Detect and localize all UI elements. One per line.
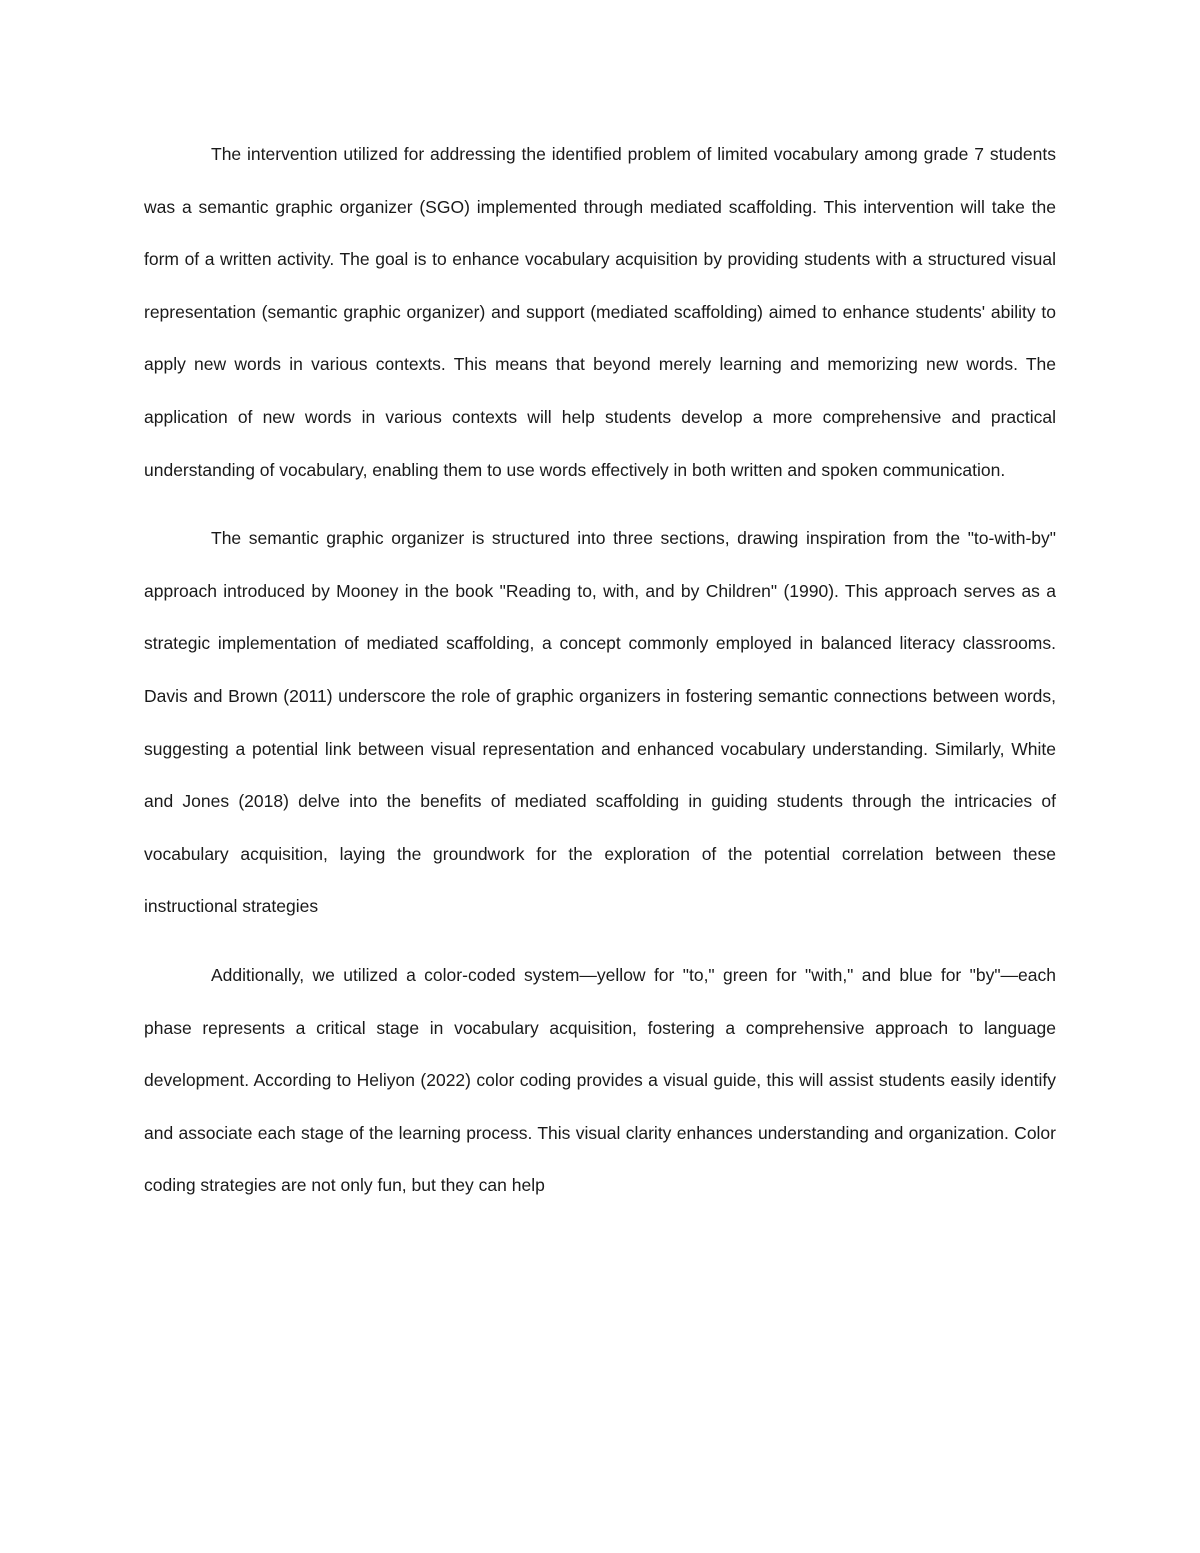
paragraph-semantic-organizer: The semantic graphic organizer is structured into three sections, drawing inspiration from the "to-with-by" approach introduced by Mooney in the book "Reading to, with, and by Children" (1990). This approach serves as a strategic implementation of mediated scaffolding, a concept commonly employed in balanced literacy classrooms. Davis and Brown (2011) underscore the role of graphic organizers in fostering semantic connections between words, suggesting a potential link between visual representation and enhanced vocabulary understanding. Similarly, White and Jones (2018) delve into the benefits of mediated scaffolding in guiding students through the intricacies of vocabulary acquisition, laying the groundwork for the exploration of the potential correlation between these instructional strategies — [144, 528, 1056, 917]
paragraph-color-coding: Additionally, we utilized a color-coded system—yellow for "to," green for "with," and blue for "by"—each phase represents a critical stage in vocabulary acquisition, fostering a comprehensive approach to language development. According to Heliyon (2022) color coding provides a visual guide, this will assist students easily identify and associate each stage of the learning process. This visual clarity enhances understanding and organization. Color coding strategies are not only fun, but they can help — [144, 964, 1056, 1196]
paragraph-intervention: The intervention utilized for addressing the identified problem of limited vocabulary among grade 7 students was a semantic graphic organizer (SGO) implemented through mediated scaffolding. This intervention will take the form of a written activity. The goal is to enhance vocabulary acquisition by providing students with a structured visual representation (semantic graphic organizer) and support (mediated scaffolding) aimed to enhance students' ability to apply new words in various contexts. This means that beyond merely learning and memorizing new words. The application of new words in various contexts will help students develop a more comprehensive and practical understanding of vocabulary, enabling them to use words effectively in both written and spoken communication. — [144, 144, 1056, 480]
document-body — [144, 128, 1056, 1212]
